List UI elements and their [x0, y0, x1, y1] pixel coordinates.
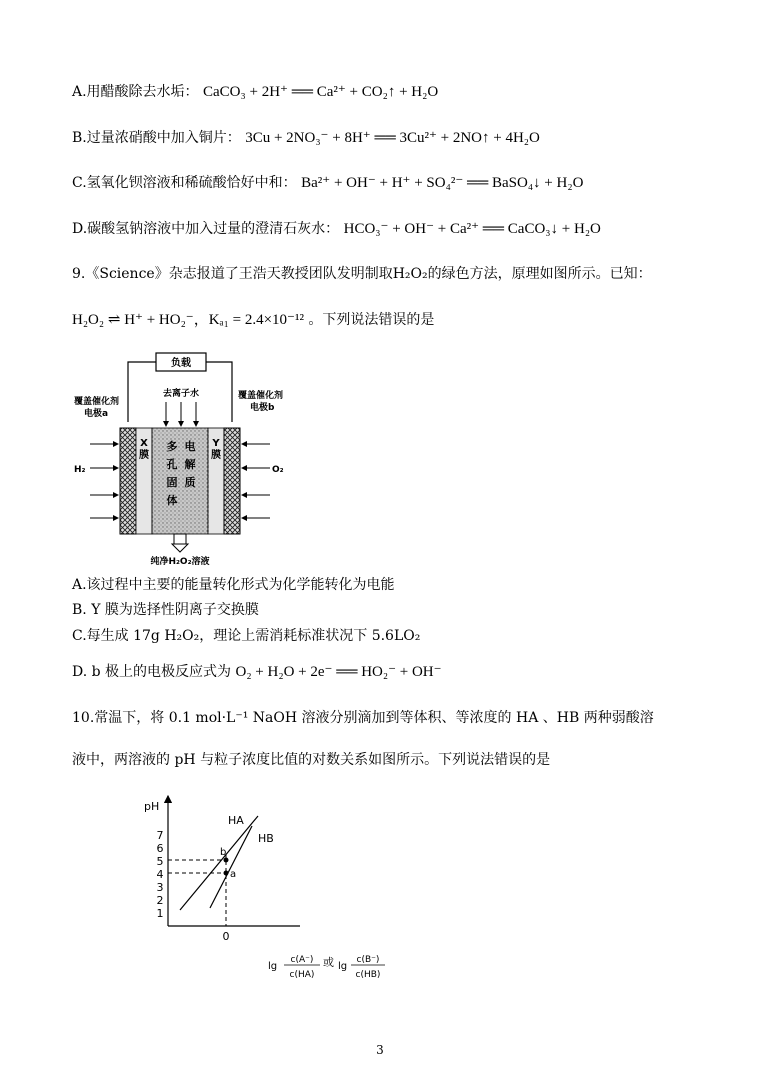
q8-option-c: [72, 173, 583, 193]
electrode-a-label-1: 覆盖催化剂: [74, 397, 120, 407]
label-hb: HB: [258, 832, 274, 845]
q8-option-c-equation: Ba²⁺ + OH⁻ + H⁺ + SO₄²⁻ ══ BaSO₄↓ + H₂O: [301, 175, 584, 191]
o2-label: O₂: [272, 465, 284, 475]
q8-option-d: [72, 219, 601, 239]
q9-option-d: [72, 662, 442, 682]
y-tick-label: 3: [156, 881, 164, 894]
q9-option-d-label: D. b 极上的电极反应式为: [72, 664, 232, 680]
x-tick-zero: 0: [222, 930, 230, 943]
wire-left: [128, 362, 156, 422]
xlabel-den2: c(HB): [355, 970, 381, 980]
electrode-a: [120, 428, 136, 534]
point-b: [224, 858, 229, 863]
label-ha: HA: [228, 814, 244, 827]
label-point-a: a: [230, 869, 237, 880]
q8-option-b: [72, 128, 540, 148]
q10-stem-line2: 液中，两溶液的 pH 与粒子浓度比值的对数关系如图所示。下列说法错误的是: [72, 752, 551, 768]
y-tick-label: 1: [156, 907, 164, 920]
outlet-arrow: [172, 544, 188, 552]
q9-option-d-equation: O₂ + H₂O + 2e⁻ ══ HO₂⁻ + OH⁻: [235, 664, 442, 680]
q9-option-c: C.每生成 17g H₂O₂，理论上需消耗标准状况下 5.6LO₂: [72, 628, 421, 644]
xlabel-lg2: lg: [338, 961, 348, 972]
xlabel-num1: c(A⁻): [290, 955, 314, 965]
wire-right: [206, 362, 232, 422]
xlabel-num2: c(B⁻): [356, 955, 380, 965]
y-tick-label: 5: [156, 855, 164, 868]
electrode-b: [224, 428, 240, 534]
q10-ph-chart: [140, 788, 390, 993]
q9-stem-line2: [72, 310, 434, 330]
q8-option-b-label: B.过量浓硝酸中加入铜片：: [72, 130, 241, 146]
xlabel-or: 或: [323, 956, 334, 969]
y-ticks: [157, 829, 164, 920]
line-ha: [180, 816, 258, 910]
q9-stem-question: 。下列说法错误的是: [308, 312, 435, 328]
q8-option-d-equation: HCO₃⁻ + OH⁻ + Ca²⁺ ══ CaCO₃↓ + H₂O: [343, 221, 601, 237]
h2-label: H₂: [74, 465, 86, 475]
q9-cell-diagram: [70, 350, 300, 570]
q9-equilibrium-equation: H₂O₂ ⇌ H⁺ + HO₂⁻，Kₐ₁ = 2.4×10⁻¹²: [72, 312, 304, 328]
electrode-b-label-2: 电极b: [250, 403, 275, 413]
q9-option-b: B. Y 膜为选择性阴离子交换膜: [72, 602, 259, 618]
q8-option-c-label: C.氢氧化钡溶液和稀硫酸恰好中和：: [72, 175, 297, 191]
q8-option-d-label: D.碳酸氢钠溶液中加入过量的澄清石灰水：: [72, 221, 340, 237]
electrolyte-region: [152, 428, 208, 534]
electrode-b-label-1: 覆盖催化剂: [238, 391, 284, 401]
q9-stem-line1: 9.《Science》杂志报道了王浩天教授团队发明制取H₂O₂的绿色方法，原理如图所示。已知：: [72, 266, 652, 282]
y-tick-label: 2: [156, 894, 164, 907]
y-tick-label: 4: [156, 868, 164, 881]
y-tick-label: 6: [156, 842, 164, 855]
q8-option-b-equation: 3Cu + 2NO₃⁻ + 8H⁺ ══ 3Cu²⁺ + 2NO↑ + 4H₂O: [245, 130, 540, 146]
label-point-b: b: [220, 847, 227, 858]
q8-option-a: [72, 82, 438, 102]
y-tick-label: 7: [156, 829, 164, 842]
load-label: 负载: [171, 358, 191, 369]
q8-option-a-equation: CaCO₃ + 2H⁺ ══ Ca²⁺ + CO₂↑ + H₂O: [203, 84, 439, 100]
xlabel-lg1: lg: [268, 961, 278, 972]
y-axis-label: pH: [144, 800, 160, 813]
y-membrane-label: Y 膜: [211, 438, 221, 461]
product-label: 纯净H₂O₂溶液: [150, 557, 210, 567]
q9-option-a: A.该过程中主要的能量转化形式为化学能转化为电能: [72, 577, 395, 593]
water-label: 去离子水: [162, 389, 200, 399]
electrolyte-label: 多孔固体电解质: [166, 440, 196, 507]
x-membrane-label: X 膜: [139, 438, 149, 461]
page-number: 3: [376, 1043, 384, 1057]
point-a: [224, 871, 229, 876]
xlabel-den1: c(HA): [289, 970, 315, 980]
outlet: [174, 534, 186, 544]
electrode-a-label-2: 电极a: [84, 409, 109, 419]
q10-stem-line1: 10.常温下，将 0.1 mol·L⁻¹ NaOH 溶液分别滴加到等体积、等浓度的 HA 、HB 两种弱酸溶: [72, 710, 654, 726]
q8-option-a-label: A.用醋酸除去水垢：: [72, 84, 199, 100]
